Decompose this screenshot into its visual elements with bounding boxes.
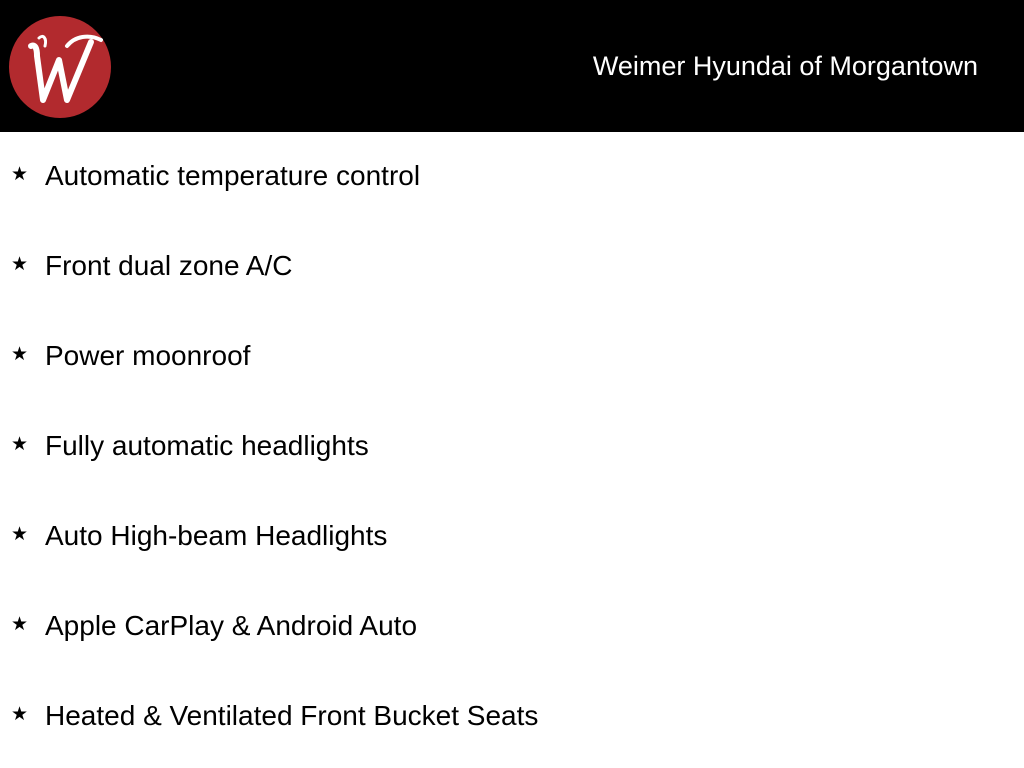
feature-label: Front dual zone A/C (45, 250, 293, 281)
feature-list (0, 132, 1024, 762)
feature-label: Auto High-beam Headlights (45, 520, 388, 551)
star-icon: ★ (11, 253, 29, 275)
list-item (0, 582, 1024, 672)
w-logo-icon (9, 16, 111, 118)
list-item (0, 312, 1024, 402)
feature-label: Heated & Ventilated Front Bucket Seats (45, 700, 539, 731)
feature-label: Automatic temperature control (45, 160, 421, 191)
star-icon: ★ (11, 433, 29, 455)
star-icon: ★ (11, 163, 29, 185)
list-item (0, 222, 1024, 312)
feature-label: Power moonroof (45, 340, 251, 371)
list-item (0, 672, 1024, 762)
list-item (0, 402, 1024, 492)
feature-label: Fully automatic headlights (45, 430, 369, 461)
star-icon: ★ (11, 523, 29, 545)
star-icon: ★ (11, 343, 29, 365)
list-item (0, 132, 1024, 222)
header-bar (0, 0, 1024, 132)
list-item (0, 492, 1024, 582)
star-icon: ★ (11, 703, 29, 725)
feature-label: Apple CarPlay & Android Auto (45, 610, 418, 641)
star-icon: ★ (11, 613, 29, 635)
dealer-name: Weimer Hyundai of Morgantown (592, 51, 978, 81)
